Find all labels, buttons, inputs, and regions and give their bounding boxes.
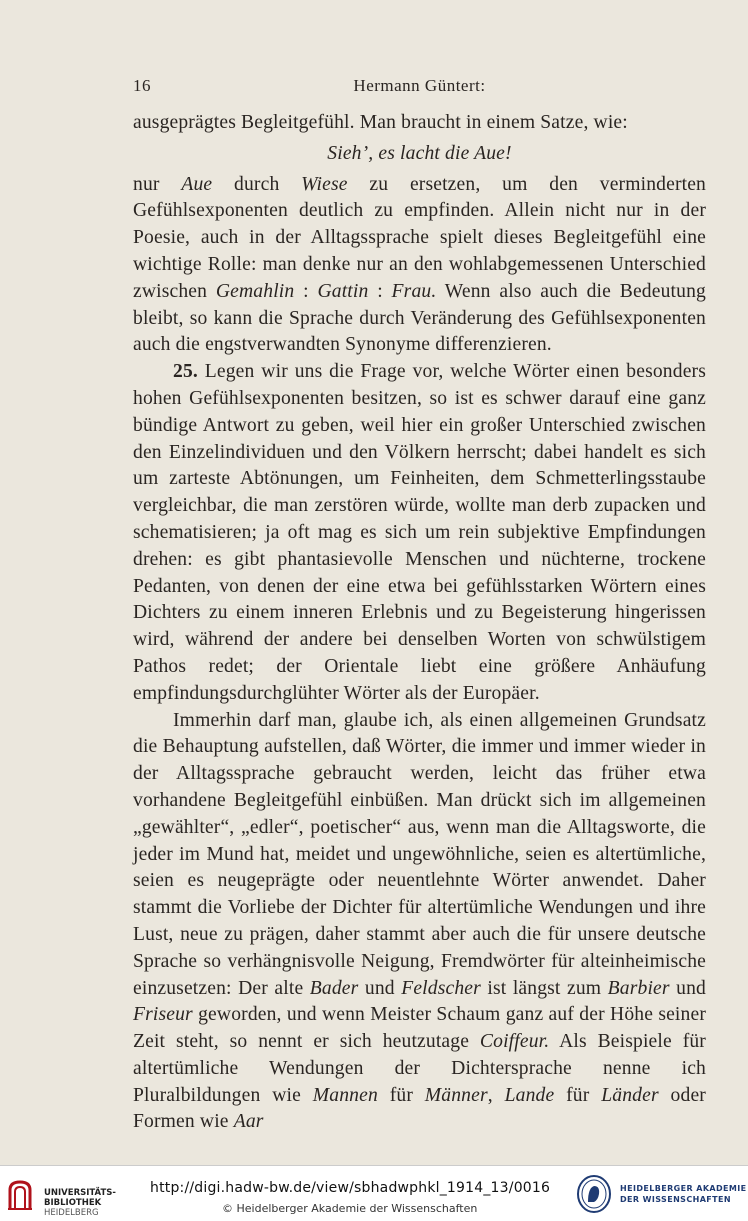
footer-bar: [0, 1165, 748, 1221]
page-number: 16: [133, 76, 151, 95]
paragraph-3: 25. Legen wir uns die Frage vor, welche Wörter einen besonders hohen Gefühlsexponenten besitzen, so ist es schwer darauf eine ganz bündige Antwort zu geben, weil hier ein großer Unterschied zwischen den Einzelindividuen und den Völkern herrscht; dabei handelt es sich um zarteste Abtönungen, um Feinheiten, dem Schmetterlingsstaube vergleichbar, die man zerstören würde, wollte man derb zupacken und schematisieren; ja oft mag es sich um rein subjektive Empfindungen drehen: es gibt phantasievolle Menschen und nüchterne, trockene Pedanten, von denen der eine etwa bei gefühlsstarken Wörtern eines Dichters zu einem inneren Erlebnis und zu Begeisterung hingerissen wird, während der andere bei denselben Worten von schwülstigem Pathos redet; der Orientale liebt eine größere Anhäufung empfindungsdurchglühter Wörter als der Europäer.: [133, 361, 706, 704]
paragraph-4: Immerhin darf man, glaube ich, als einen allgemeinen Grundsatz die Behauptung aufstellen, daß Wörter, die immer und immer wieder in der Alltagssprache gebraucht werden, leicht das früher etwa vorhandene Begleitgefühl einbüßen. Man drückt sich im allgemeinen „gewählter“, „edler“, poetischer“ aus, wenn man die Alltagsworte, die jeder im Mund hat, meidet und ungewöhnliche, seien es altertümliche, seien es neugeprägte oder neuentlehnte Wörter anwendet. Daher stammt die Vorliebe der Dichter für altertümliche Wendungen und ihre Lust, neue zu prägen, daher stammt aber auch die für unsere deutsche Sprache so verhängnisvolle Neigung, Fremdwörter für alteinheimische einzusetzen: Der alte Bader und Feldscher ist längst zum Barbier und Friseur geworden, und wenn Meister Schaum ganz auf der Höhe seiner Zeit steht, so nennt er sich heutzutage Coiffeur. Als Beispiele für altertümliche Wendungen der Dichtersprache nenne ich Pluralbildungen wie Mannen für Männer, Lande für Länder oder Formen wie Aar: [133, 709, 707, 1133]
ub-heidelberg-logo[interactable]: [6, 1176, 156, 1218]
academy-name: HEIDELBERGER AKADEMIE DER WISSENSCHAFTEN: [620, 1184, 747, 1204]
body-text: [133, 110, 706, 1136]
permalink-url[interactable]: http://digi.hadw-bw.de/view/sbhadwphkl_1914_13/0016: [150, 1180, 551, 1196]
academy-seal-icon[interactable]: [576, 1174, 612, 1214]
running-head: Hermann Güntert:: [353, 76, 486, 95]
section-number: 25.: [173, 361, 198, 383]
quote-line: Sieh’, es lacht die Aue!: [327, 142, 512, 164]
ub-emblem-icon: [6, 1178, 34, 1212]
page-header: [133, 76, 706, 100]
copyright-notice: © Heidelberger Akademie der Wissenschaften: [222, 1202, 478, 1215]
ub-name: UNIVERSITÄTS- BIBLIOTHEK HEIDELBERG: [44, 1188, 116, 1218]
paragraph-1: ausgeprägtes Begleitgefühl. Man braucht in einem Satze, wie:: [133, 112, 628, 133]
paragraph-2: nur Aue durch Wiese zu ersetzen, um den verminderten Gefühlsexponenten deutlich zu empfinden. Allein nicht nur in der Poesie, auch in der Alltagssprache spielt dieses Begleitgefühl eine wichtige Rolle: man denke nur an den wohlabgemessenen Unterschied zwischen Gemahlin : Gattin : Frau. Wenn also auch die Bedeutung bleibt, so kann die Sprache durch Veränderung des Gefühlsexponenten auch die engstverwandten Synonyme differenzieren.: [133, 173, 707, 356]
